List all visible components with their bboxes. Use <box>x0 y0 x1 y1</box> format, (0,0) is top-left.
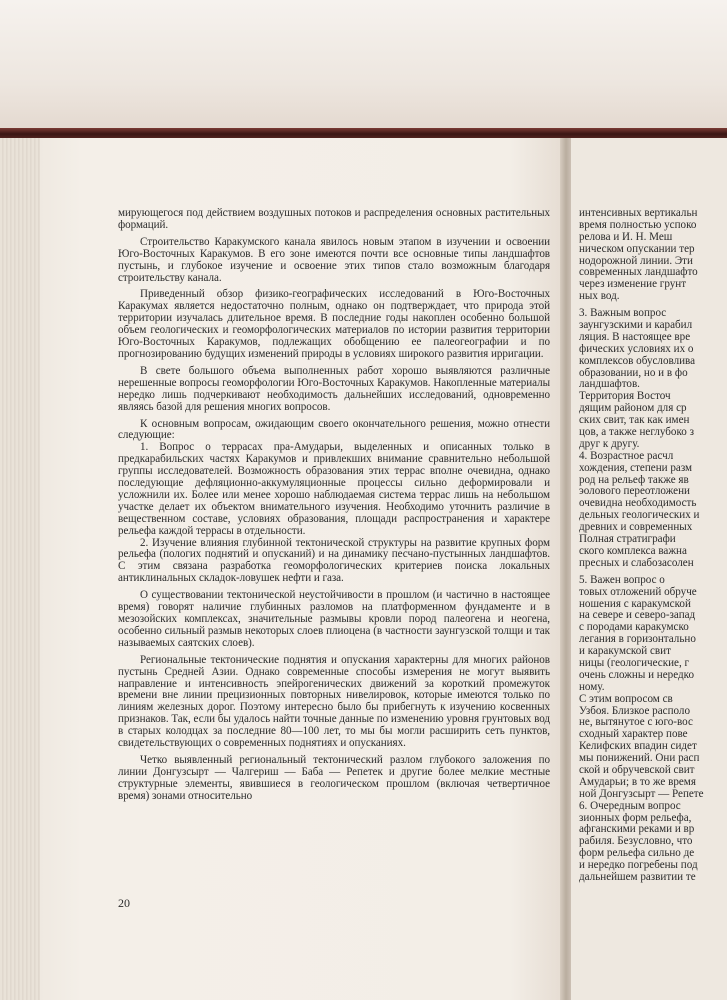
text-line: дельных геологических и <box>579 509 700 522</box>
text-line: заунгузскими и карабил <box>579 319 693 332</box>
page-stack-edge <box>0 138 44 1000</box>
text-line: дящим районом для ср <box>579 402 687 415</box>
page-number: 20 <box>118 896 130 910</box>
text-line: ских свит, так как имен <box>579 414 690 427</box>
text-line: афганскими реками и вр <box>579 823 695 836</box>
text-line: интенсивных вертикальн <box>579 207 698 219</box>
text-line: цов, а также неглубоко з <box>579 426 694 439</box>
text-line: через изменение грунт <box>579 278 687 291</box>
text-line: 5. Важен вопрос о <box>579 573 665 586</box>
paragraph: Строительство Каракумского канала явилось новым этапом в изучении и освоении Юго-Восточных Каракумов. В его зоне имеются почти все основные типы ландшафтов пустынь, и глубокое изучение и освоение этих типов стало возможным благодаря строительству канала. <box>118 235 550 284</box>
paragraph: мирующегося под действием воздушных потоков и распределения основных растительных формаций. <box>118 207 550 231</box>
text-line: С этим вопросом св <box>579 692 673 705</box>
text-line: ных вод. <box>579 290 620 303</box>
text-line: мы понижений. Они расп <box>579 752 700 765</box>
paragraph: О существовании тектонической неустойчивости в прошлом (и частично в настоящее время) говорят наличие глубинных разломов на платформенном фундаменте и в мезозойских комплексах, значительные размывы кровли пород палеогена и неогена, особенно сильный размыв некоторых слоев плиоцена (в частности заунгузской толщи и так называемых саятских слоев). <box>118 589 550 649</box>
text-line: ному. <box>579 680 605 693</box>
paragraph: 1. Вопрос о террасах пра-Амударьи, выделенных и описанных только в предкарабильских частях Каракумов и привлекших внимание сравнительно небольшой группы исследователей. Возможность образования этих террас вполне очевидна, однако последующие дефляционно-аккумуляционные процессы сильно деформировали и усложнили их. Более или менее хорошо наблюдаемая система террас лишь на небольшом участке делает их объектом внимательного изучения. Необходимо уточнить различие в вещественном составе, условиях образования, площади распространения и характере рельефа каждой террасы в отдельности. <box>118 441 550 537</box>
text-line: 3. Важным вопрос <box>579 307 667 320</box>
text-line: друг к другу. <box>579 437 640 450</box>
right-page-text <box>579 208 727 884</box>
text-line: Узбоя. Близкое располо <box>579 704 690 717</box>
text-line: Келифских впадин сидет <box>579 740 697 753</box>
text-line: дальнейшем развитии те <box>579 870 696 883</box>
text-line: с породами каракумско <box>579 621 689 634</box>
left-page-text <box>118 208 550 803</box>
text-line: ляция. В настоящее вре <box>579 330 691 343</box>
text-line: древних и современных <box>579 521 693 534</box>
right-page <box>571 138 727 1000</box>
text-line: образовании, но и в фо <box>579 366 688 379</box>
text-line: ношения с каракумской <box>579 597 691 610</box>
text-line: на севере и северо-запад <box>579 609 696 622</box>
text-line: нодорожной линии. Эти <box>579 254 693 267</box>
text-line: ского комплекса важна <box>579 544 687 557</box>
text-line: современных ландшафто <box>579 266 698 279</box>
text-line: ницы (геологические, г <box>579 656 690 669</box>
text-line: время полностью успоко <box>579 218 697 231</box>
text-line: ландшафтов. <box>579 378 640 391</box>
text-line: фических условиях их о <box>579 342 694 355</box>
text-line: сходный характер пове <box>579 728 688 741</box>
text-line: легания в горизонтально <box>579 633 696 646</box>
paragraph: 2. Изучение влияния глубинной тектонической структуры на развитие крупных форм рельефа (пологих поднятий и опусканий) и на динамику песчано-пустынных ландшафтов. С этим связана разработка геоморфологических критериев поиска локальных антиклинальных складок-ловушек нефти и газа. <box>118 536 550 585</box>
text-line: эолового переотложени <box>579 485 690 498</box>
text-line: Амударьи; в то же время <box>579 775 696 788</box>
text-line: ской и обручевской свит <box>579 763 695 776</box>
text-line: форм рельефа сильно де <box>579 847 695 860</box>
text-line: хождения, степени разм <box>579 461 693 474</box>
paragraph: Четко выявленный региональный тектонический разлом глубокого заложения по линии Донгузсырт — Чалгериш — Баба — Репетек и другие более мелкие местные структурные элементы, явившиеся в геологическом прошлом (включая четвертичное время) зонами относительно <box>118 753 550 802</box>
text-line: и нередко погребены под <box>579 859 698 872</box>
paragraph: Региональные тектонические поднятия и опускания характерны для многих районов пустынь Средней Азии. Однако современные способы измерения не могут выявить направление и интенсивность эпейрогенических движений за короткий промежуток времени вне линии прецизионных повторных нивелировок, которые имеются только по линиям железных дорог. Поэтому интересно было бы прибегнуть к изучению косвенных признаков. Так, если бы удалось найти точные данные по изменению уровня грунтовых вод в старых колодцах за последние 80—100 лет, то мы бы могли расширить сеть пунктов, свидетельствующих о современных поднятиях и опусканиях. <box>118 653 550 750</box>
text-line: зионных форм рельефа, <box>579 811 692 824</box>
text-line: Полная стратиграфи <box>579 533 676 546</box>
text-line: ническом опускании тер <box>579 242 695 255</box>
text-line: не, вытянутое с юго-вос <box>579 716 693 729</box>
text-line: очень сложны и нередко <box>579 668 695 681</box>
text-line: Территория Восточ <box>579 390 671 403</box>
paragraph: Приведенный обзор физико-географических исследований в Юго-Восточных Каракумах является недостаточно полным, однако он подтверждает, что природа этой территории изучалась длительное время. В последние годы накоплен особенно большой объем геологических и геоморфологических материалов по истории развития территории Юго-Восточных Каракумов, подлежащих обобщению ее палеогеографии и по прогнозированию будущих изменений природы в условиях широкого развития ирригации. <box>118 288 550 360</box>
background-surface <box>0 0 727 140</box>
text-line: 4. Возрастное расчл <box>579 449 674 462</box>
text-line: 6. Очередным вопрос <box>579 799 681 812</box>
paragraph: В свете большого объема выполненных работ хорошо выявляются различные нерешенные вопросы геоморфологии Юго-Восточных Каракумов. Накопленные материалы нередко лишь подчеркивают необходимость дальнейших исследований, одновременно являясь базой для решения многих вопросов. <box>118 364 550 413</box>
paragraph: К основным вопросам, ожидающим своего окончательного решения, можно отнести следующие: <box>118 417 550 442</box>
text-line: пресных и слабозасолен <box>579 556 694 569</box>
text-line: релова и И. Н. Меш <box>579 230 673 243</box>
text-line: и каракумской свит <box>579 645 671 658</box>
text-line: ной Донгузсырт — Репете <box>579 787 704 800</box>
text-line: комплексов обусловлива <box>579 354 696 367</box>
text-line: рабиля. Безусловно, что <box>579 835 693 848</box>
text-line: очевидна необходимость <box>579 497 697 510</box>
text-line: род на рельеф также яв <box>579 473 689 486</box>
text-line: товых отложений обруче <box>579 585 697 598</box>
